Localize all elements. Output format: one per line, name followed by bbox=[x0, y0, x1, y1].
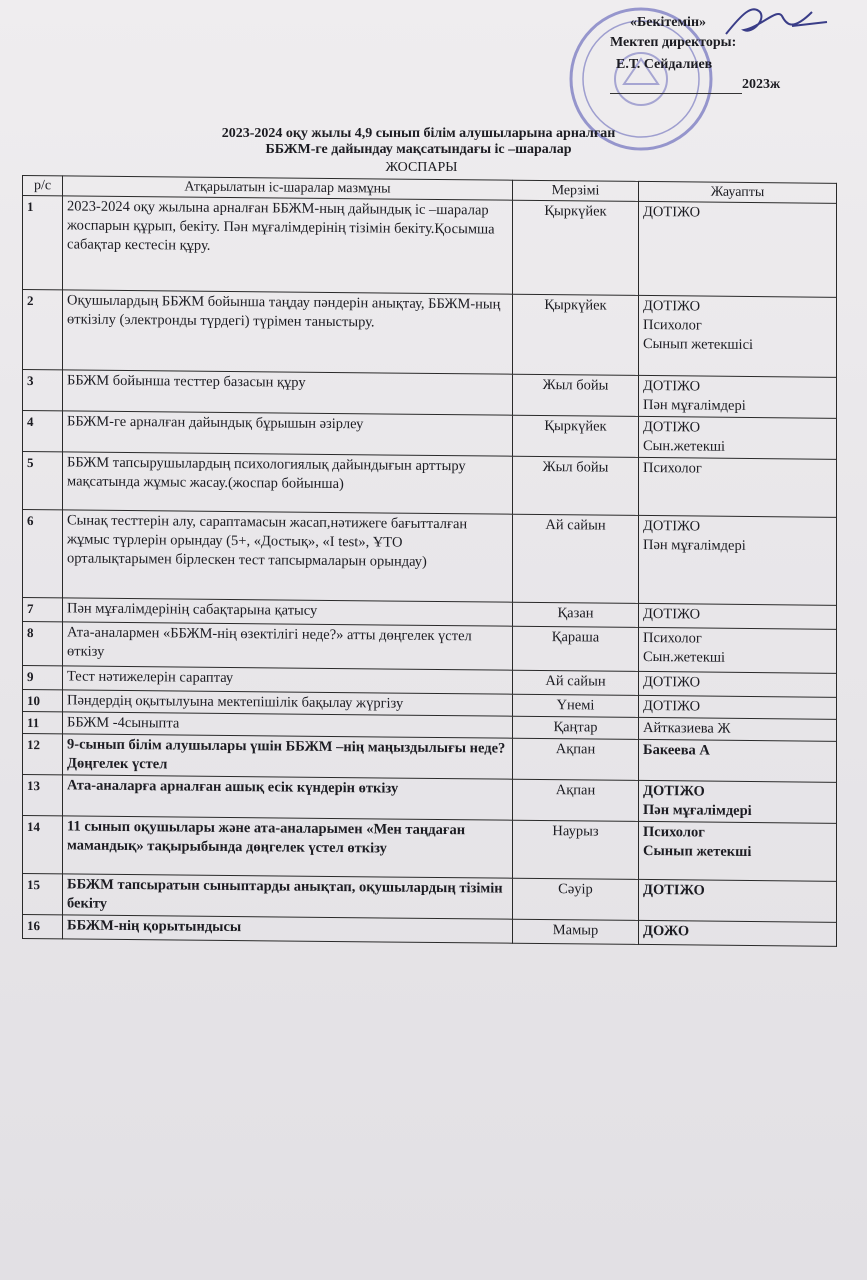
row-content: Пән мұғалімдерінің сабақтарына қатысу bbox=[63, 598, 513, 626]
row-deadline: Қаңтар bbox=[513, 716, 639, 739]
table-row bbox=[23, 290, 837, 378]
row-number: 16 bbox=[23, 915, 63, 939]
row-number: 1 bbox=[23, 196, 63, 290]
row-content: Тест нәтижелерін сараптау bbox=[63, 666, 513, 694]
row-number: 11 bbox=[23, 712, 63, 734]
header-content: Атқарылатын іс-шаралар мазмұны bbox=[63, 176, 513, 200]
row-number: 12 bbox=[23, 734, 63, 775]
row-content: 9-сынып білім алушылары үшін ББЖМ –нің маңыздылығы неде? Дөңгелек үстел bbox=[63, 734, 513, 779]
row-number: 7 bbox=[23, 598, 63, 622]
row-deadline: Сәуір bbox=[513, 878, 639, 920]
row-content: ББЖМ-нің қорытындысы bbox=[63, 915, 513, 943]
row-number: 14 bbox=[23, 816, 63, 874]
row-responsible: Психолог Сынып жетекші bbox=[639, 821, 837, 881]
row-number: 10 bbox=[23, 690, 63, 712]
row-responsible: ДОТІЖО bbox=[639, 671, 837, 697]
header-deadline: Мерзімі bbox=[513, 180, 639, 201]
director-signature bbox=[722, 4, 832, 44]
row-deadline: Үнемі bbox=[513, 694, 639, 717]
row-number: 2 bbox=[23, 290, 63, 370]
row-responsible: ДОТІЖО Пән мұғалімдері bbox=[639, 375, 837, 418]
row-deadline: Ақпан bbox=[513, 738, 639, 780]
row-responsible: ДОТІЖО Психолог Сынып жетекшісі bbox=[639, 295, 837, 377]
approval-year: 2023ж bbox=[742, 77, 781, 92]
row-responsible: ДОТІЖО bbox=[639, 879, 837, 922]
row-deadline: Қыркүйек bbox=[513, 415, 639, 457]
row-responsible: Психолог bbox=[639, 457, 837, 517]
row-number: 8 bbox=[23, 622, 63, 666]
row-deadline: Қараша bbox=[513, 626, 639, 671]
row-responsible: ДОТІЖО Сын.жетекші bbox=[639, 416, 837, 459]
row-deadline: Ақпан bbox=[513, 779, 639, 821]
row-responsible: Психолог Сын.жетекші bbox=[639, 627, 837, 673]
approval-title: «Бекітемін» bbox=[630, 15, 707, 30]
row-content: ББЖМ-ге арналған дайындық бұрышын әзірлеу bbox=[63, 411, 513, 456]
row-content: Ата-аналарға арналған ашық есік күндерін өткізу bbox=[63, 775, 513, 820]
table-body bbox=[23, 196, 837, 947]
table-row bbox=[23, 196, 837, 298]
row-responsible: Айтказиева Ж bbox=[639, 717, 837, 741]
row-content: Пәндердің оқытылуына мектепішілік бақылау жүргізу bbox=[63, 690, 513, 716]
table-row bbox=[23, 816, 837, 882]
row-deadline: Мамыр bbox=[513, 919, 639, 944]
row-number: 6 bbox=[23, 510, 63, 598]
header-responsible: Жауапты bbox=[639, 181, 837, 203]
row-deadline: Наурыз bbox=[513, 820, 639, 879]
heading-line-3: ЖОСПАРЫ bbox=[385, 160, 458, 175]
row-content: Сынақ тесттерін алу, сараптамасын жасап,нәтижеге бағытталған жұмыс түрлерін орындау (5+, «Достық», «I test», ҰТО орталықтарымен бірлескен тест тапсырмаларын орындау) bbox=[63, 510, 513, 602]
row-responsible: ДОТІЖО bbox=[639, 695, 837, 719]
row-number: 4 bbox=[23, 411, 63, 452]
row-deadline: Ай сайын bbox=[513, 670, 639, 695]
row-content: 11 сынып оқушылары және ата-аналарымен «Мен таңдаған мамандық» тақырыбында дөңгелек үстел өткізу bbox=[63, 816, 513, 878]
table-row bbox=[23, 452, 837, 518]
header-number: р/с bbox=[23, 176, 63, 196]
row-content: ББЖМ бойынша тесттер базасын құру bbox=[63, 370, 513, 415]
row-content: ББЖМ тапсыратын сыныптарды анықтап, оқушылардың тізімін бекіту bbox=[63, 874, 513, 919]
approval-date bbox=[610, 76, 780, 94]
row-number: 13 bbox=[23, 775, 63, 816]
approval-name: Е.Т. Сейдалиев bbox=[616, 57, 713, 72]
row-number: 5 bbox=[23, 452, 63, 510]
row-responsible: ДОТІЖО Пән мұғалімдері bbox=[639, 780, 837, 823]
row-responsible: ДОЖО bbox=[639, 920, 837, 946]
row-responsible: Бакеева А bbox=[639, 739, 837, 782]
row-content: Ата-аналармен «ББЖМ-нің өзектілігі неде?» атты дөңгелек үстел өткізу bbox=[63, 622, 513, 670]
activity-plan-table bbox=[22, 175, 837, 947]
row-number: 3 bbox=[23, 370, 63, 411]
row-deadline: Ай сайын bbox=[513, 514, 639, 603]
row-deadline: Қыркүйек bbox=[513, 294, 639, 375]
row-number: 9 bbox=[23, 666, 63, 690]
heading-line-2: ББЖМ-ге дайындау мақсатындағы іс –шаралар bbox=[265, 142, 572, 157]
row-deadline: Жыл бойы bbox=[513, 374, 639, 416]
date-blank-line bbox=[610, 93, 742, 94]
row-content: 2023-2024 оқу жылына арналған ББЖМ-ның дайындық іс –шаралар жоспарын құрып, бекіту. Пән мұғалімдерінің тізімін бекіту.Қосымша сабақтар кестесін құру. bbox=[63, 196, 513, 294]
row-deadline: Жыл бойы bbox=[513, 456, 639, 515]
row-number: 15 bbox=[23, 874, 63, 915]
row-content: Оқушылардың ББЖМ бойынша таңдау пәндерін анықтау, ББЖМ-ның өткізілу (электронды түрдегі) түрімен таныстыру. bbox=[63, 290, 513, 374]
table-row bbox=[23, 622, 837, 674]
row-content: ББЖМ тапсырушылардың психологиялық дайындығын арттыру мақсатында жұмыс жасау.(жоспар бойынша) bbox=[63, 452, 513, 514]
row-content: ББЖМ -4сыныпта bbox=[63, 712, 513, 738]
row-responsible: ДОТІЖО bbox=[639, 201, 837, 297]
row-responsible: ДОТІЖО bbox=[639, 603, 837, 629]
approval-role: Мектеп директоры: bbox=[610, 35, 737, 50]
row-deadline: Қыркүйек bbox=[513, 200, 639, 295]
heading-line-1: 2023-2024 оқу жылы 4,9 сынып білім алушыларына арналған bbox=[221, 126, 616, 141]
row-responsible: ДОТІЖО Пән мұғалімдері bbox=[639, 515, 837, 605]
table-row bbox=[23, 510, 837, 606]
row-deadline: Қазан bbox=[513, 602, 639, 627]
